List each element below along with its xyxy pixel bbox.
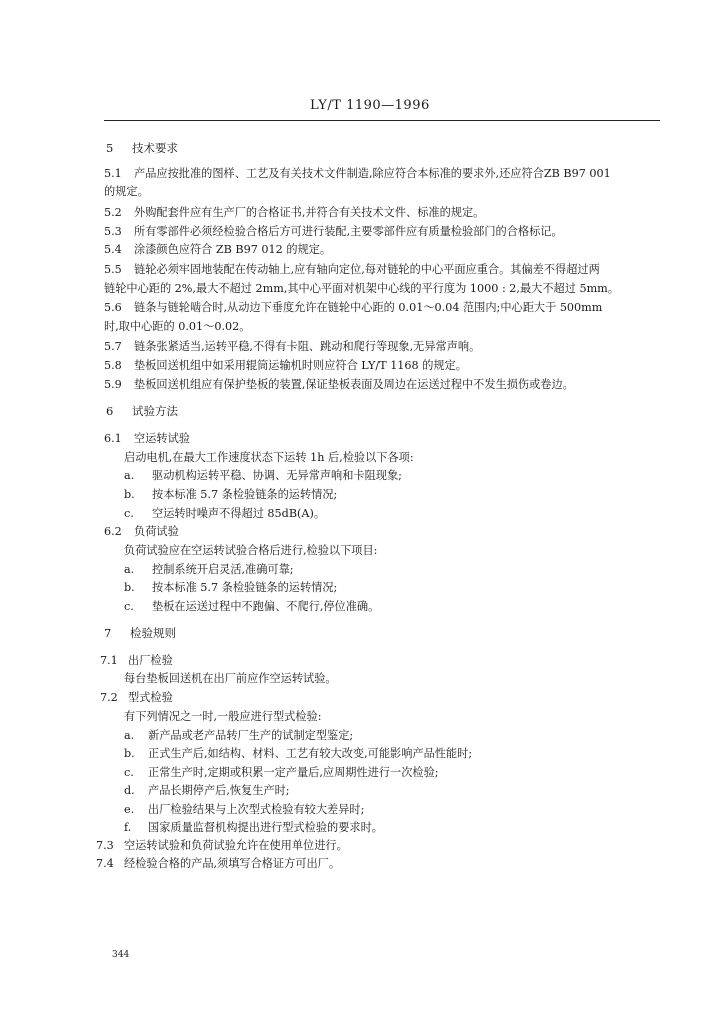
clause-6-2-a: a. 控制系统开启灵活,准确可靠;	[124, 563, 294, 576]
clause-7-4: 7.4 经检验合格的产品,须填写合格证方可出厂。	[96, 857, 341, 870]
clause-6-1-a: a. 驱动机构运转平稳、协调、无异常声响和卡阻现象;	[124, 469, 402, 482]
clause-5-8: 5.8 垫板回送机组中如采用辊筒运输机时则应符合 LY/T 1168 的规定。	[104, 359, 467, 372]
clause-5-5: 5.5 链轮必须牢固地装配在传动轴上,应有轴向定位,每对链轮的中心平面应重合。其偏差不得超过两	[104, 263, 600, 276]
clause-6-2-b: b. 按本标准 5.7 条检验链条的运转情况;	[124, 581, 338, 594]
clause-5-9: 5.9 垫板回送机组应有保护垫板的装置,保证垫板表面及周边在运送过程中不发生损伤或卷边。	[104, 378, 574, 391]
clause-7-2: 7.2 型式检验	[100, 691, 173, 704]
clause-5-4: 5.4 涂漆颜色应符合 ZB B97 012 的规定。	[104, 243, 332, 256]
clause-6-2-intro: 负荷试验应在空运转试验合格后进行,检验以下项目:	[124, 544, 378, 557]
clause-7-2-c: c. 正常生产时,定期或积累一定产量后,应周期性进行一次检验;	[124, 766, 439, 779]
standard-code: LY/T 1190—1996	[310, 98, 430, 113]
section-heading-6: 6 试验方法	[106, 404, 178, 418]
clause-7-2-d: d. 产品长期停产后,恢复生产时;	[124, 784, 290, 797]
clause-7-1: 7.1 出厂检验	[100, 654, 173, 667]
clause-7-2-a: a. 新产品或老产品转厂生产的试制定型鉴定;	[124, 729, 354, 742]
clause-7-2-f: f. 国家质量监督机构提出进行型式检验的要求时。	[124, 821, 383, 834]
clause-6-1: 6.1 空运转试验	[104, 432, 190, 445]
clause-7-1-text: 每台垫板回送机在出厂前应作空运转试验。	[124, 672, 337, 685]
section-heading-7: 7 检验规则	[104, 626, 176, 640]
clause-5-6-cont: 时,取中心距的 0.01～0.02。	[104, 320, 251, 333]
clause-5-6: 5.6 链条与链轮啮合时,从动边下垂度允许在链轮中心距的 0.01～0.04 范围内;中心距大于 500mm	[104, 301, 603, 314]
clause-5-5-cont: 链轮中心距的 2%,最大不超过 2mm,其中心平面对机架中心线的平行度为 1000 : 2,最大不超过 5mm。	[104, 282, 619, 295]
clause-5-7: 5.7 链条张紧适当,运转平稳,不得有卡阻、跳动和爬行等现象,无异常声响。	[104, 340, 481, 353]
clause-7-2-b: b. 正式生产后,如结构、材料、工艺有较大改变,可能影响产品性能时;	[124, 747, 473, 760]
clause-5-3: 5.3 所有零部件必须经检验合格后方可进行装配,主要零部件应有质量检验部门的合格标记。	[104, 225, 563, 238]
clause-5-2: 5.2 外购配套件应有生产厂的合格证书,并符合有关技术文件、标准的规定。	[104, 206, 485, 219]
clause-6-2: 6.2 负荷试验	[104, 525, 179, 538]
section-heading-5: 5 技术要求	[106, 141, 178, 155]
page-number: 344	[112, 950, 130, 960]
clause-6-1-c: c. 空运转时噪声不得超过 85dB(A)。	[124, 507, 326, 520]
clause-6-1-intro: 启动电机,在最大工作速度状态下运转 1h 后,检验以下各项:	[124, 451, 414, 464]
clause-7-2-e: e. 出厂检验结果与上次型式检验有较大差异时;	[124, 803, 365, 816]
clause-5-1-cont: 的规定。	[104, 185, 149, 198]
clause-7-3: 7.3 空运转试验和负荷试验允许在使用单位进行。	[96, 839, 348, 852]
clause-6-1-b: b. 按本标准 5.7 条检验链条的运转情况;	[124, 488, 338, 501]
clause-7-2-intro: 有下列情况之一时,一般应进行型式检验:	[124, 710, 322, 723]
clause-6-2-c: c. 垫板在运送过程中不跑偏、不爬行,停位准确。	[124, 600, 380, 613]
clause-5-1: 5.1 产品应按批准的图样、工艺及有关技术文件制造,除应符合本标准的要求外,还应符合ZB B97 001	[104, 167, 611, 180]
